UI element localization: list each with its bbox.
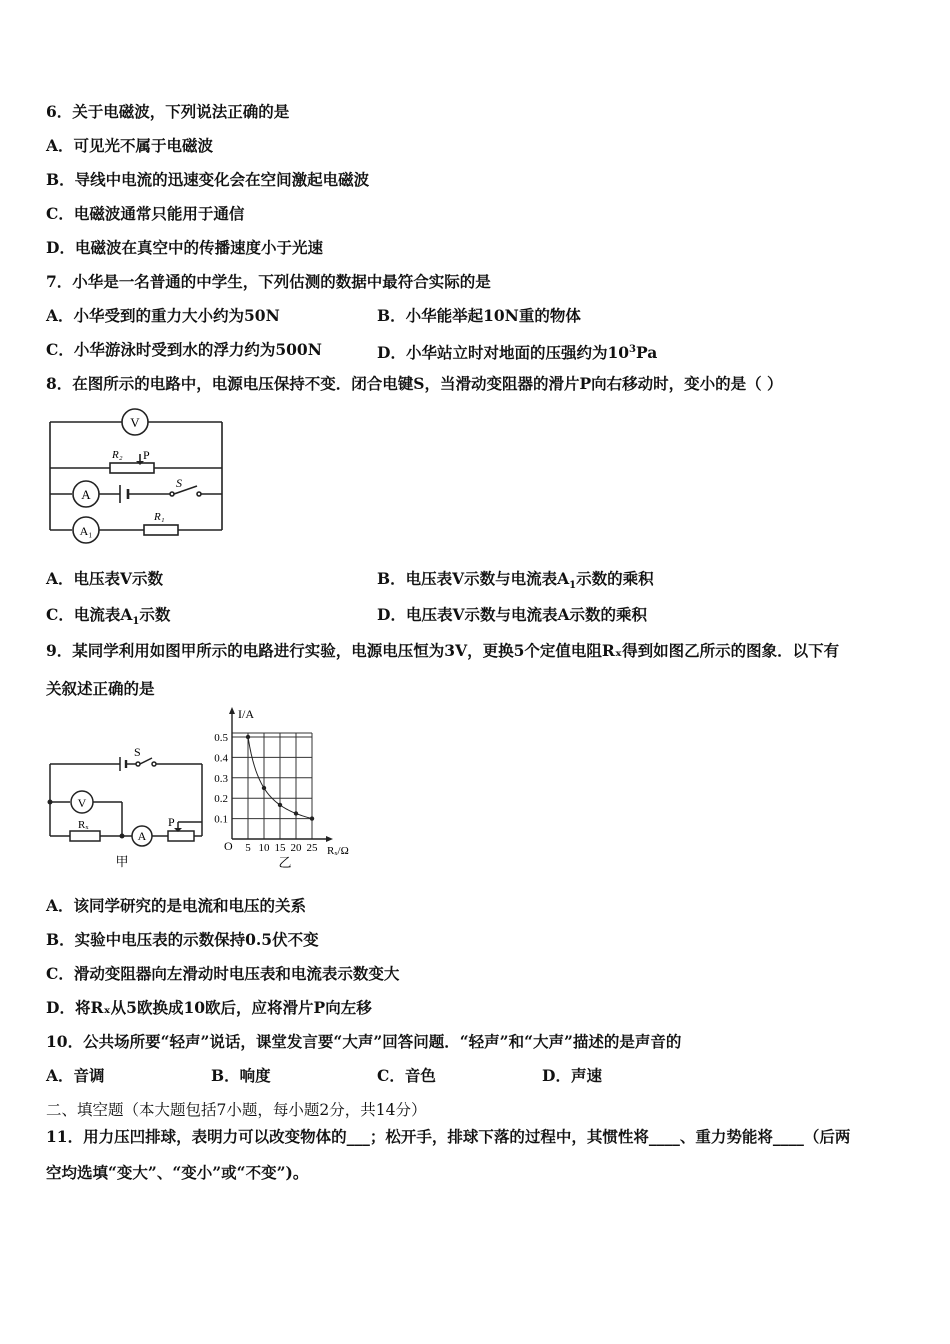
q6-option-a: A．可见光不属于电磁波 bbox=[46, 136, 214, 155]
q11-line2: 空均选填“变大”、“变小”或“不变”)。 bbox=[46, 1163, 309, 1182]
q11-line1: 11．用力压凹排球，表明力可以改变物体的___；松开手，排球下落的过程中，其惯性将____、重力势能将____（后两 bbox=[46, 1127, 851, 1146]
q8-slider-label: P bbox=[143, 448, 150, 462]
chart-origin-label: O bbox=[224, 839, 233, 853]
chart-y-tick-label: 0.4 bbox=[214, 752, 228, 765]
chart-y-tick-label: 0.3 bbox=[214, 772, 228, 785]
q6-option-c: C．电磁波通常只能用于通信 bbox=[46, 204, 245, 223]
q10-option-d: D．声速 bbox=[542, 1066, 602, 1085]
chart-y-tick-label: 0.5 bbox=[214, 732, 228, 744]
q9-slider-label: P bbox=[168, 815, 175, 829]
q8-switch-label: S bbox=[176, 476, 182, 490]
chart-x-arrow bbox=[326, 836, 333, 842]
q8-circuit-figure bbox=[42, 402, 242, 552]
q9-switch-label: S bbox=[134, 745, 141, 759]
q8-option-c: C．电流表$A_1$示数 bbox=[46, 605, 171, 628]
q8-voltmeter-label: V bbox=[130, 415, 140, 430]
q8-ammeter1-label: A₁ bbox=[79, 524, 93, 538]
chart-x-tick-label: 25 bbox=[306, 842, 318, 854]
chart-x-tick-label: 5 bbox=[245, 842, 251, 854]
q9-option-c: C．滑动变阻器向左滑动时电压表和电流表示数变大 bbox=[46, 964, 400, 983]
q6-option-b: B．导线中电流的迅速变化会在空间激起电磁波 bbox=[46, 170, 370, 189]
section-heading-fill-in: 二、填空题（本大题包括7小题，每小题2分，共14分） bbox=[46, 1101, 427, 1119]
q9-current-resistance-chart bbox=[200, 704, 370, 872]
chart-xlabel: Rₓ/Ω bbox=[327, 845, 349, 857]
q9-stem-line1: 9．某同学利用如图甲所示的电路进行实验，电源电压恒为3V，更换5个定值电阻Rₓ得到如图乙所示的图象．以下有 bbox=[46, 641, 840, 660]
q8-option-d: D．电压表V示数与电流表A示数的乘积 bbox=[377, 605, 647, 624]
chart-x-tick-label: 10 bbox=[258, 842, 270, 854]
q8-ammeter-label: A bbox=[81, 487, 91, 502]
q8-r2-label: R₂ bbox=[112, 449, 123, 461]
q9-ammeter-label: A bbox=[137, 829, 147, 843]
q6-option-d: D．电磁波在真空中的传播速度小于光速 bbox=[46, 238, 323, 257]
q9-option-d: D．将Rₓ从5欧换成10欧后，应将滑片P向左移 bbox=[46, 998, 372, 1017]
chart-x-tick-label: 15 bbox=[274, 842, 286, 854]
q8-r1-label: R₁ bbox=[154, 511, 165, 523]
q9-circuit-figure bbox=[42, 740, 212, 870]
chart-data-point bbox=[246, 735, 250, 739]
q7-option-c: C．小华游泳时受到水的浮力约为500N bbox=[46, 340, 322, 359]
chart-y-tick-label: 0.1 bbox=[214, 813, 228, 826]
q9-voltmeter-label: V bbox=[77, 796, 87, 810]
q8-option-b: B．电压表V示数与电流表$A_1$示数的乘积 bbox=[377, 569, 654, 592]
q9-option-b: B．实验中电压表的示数保持0.5伏不变 bbox=[46, 930, 319, 949]
q7-stem: 7．小华是一名普通的中学生，下列估测的数据中最符合实际的是 bbox=[46, 272, 491, 291]
chart-y-tick-label: 0.2 bbox=[214, 793, 228, 806]
q7-option-a: A．小华受到的重力大小约为50N bbox=[46, 306, 280, 325]
q10-option-b: B．响度 bbox=[211, 1066, 271, 1085]
q10-stem: 10．公共场所要“轻声”说话，课堂发言要“大声”回答问题．“轻声”和“大声”描述的是声音的 bbox=[46, 1032, 682, 1051]
chart-data-point bbox=[294, 811, 298, 815]
chart-data-point bbox=[310, 816, 314, 820]
q10-option-a: A．音调 bbox=[46, 1066, 105, 1085]
q9-fig-caption-yi: 乙 bbox=[278, 855, 292, 870]
q7-option-b: B．小华能举起10N重的物体 bbox=[377, 306, 581, 325]
q8-stem: 8．在图所示的电路中，电源电压保持不变．闭合电键S，当滑动变阻器的滑片P向右移动时，变小的是（ ） bbox=[46, 374, 783, 393]
q9-option-a: A．该同学研究的是电流和电压的关系 bbox=[46, 896, 307, 915]
q7-option-d: D．小华站立时对地面的压强约为$10^3Pa$ bbox=[377, 343, 658, 363]
chart-data-point bbox=[278, 803, 282, 807]
chart-x-tick-label: 20 bbox=[290, 842, 302, 854]
chart-y-arrow bbox=[229, 707, 235, 714]
chart-ylabel: I/A bbox=[238, 707, 254, 721]
q10-option-c: C．音色 bbox=[377, 1066, 436, 1085]
q9-fig-caption-jia: 甲 bbox=[115, 854, 129, 869]
q9-rx-label: Rₓ bbox=[78, 819, 89, 831]
chart-data-point bbox=[262, 786, 266, 790]
q6-stem: 6．关于电磁波，下列说法正确的是 bbox=[46, 102, 290, 121]
q8-option-a: A．电压表V示数 bbox=[46, 569, 164, 588]
q9-stem-line2: 关叙述正确的是 bbox=[46, 679, 155, 698]
